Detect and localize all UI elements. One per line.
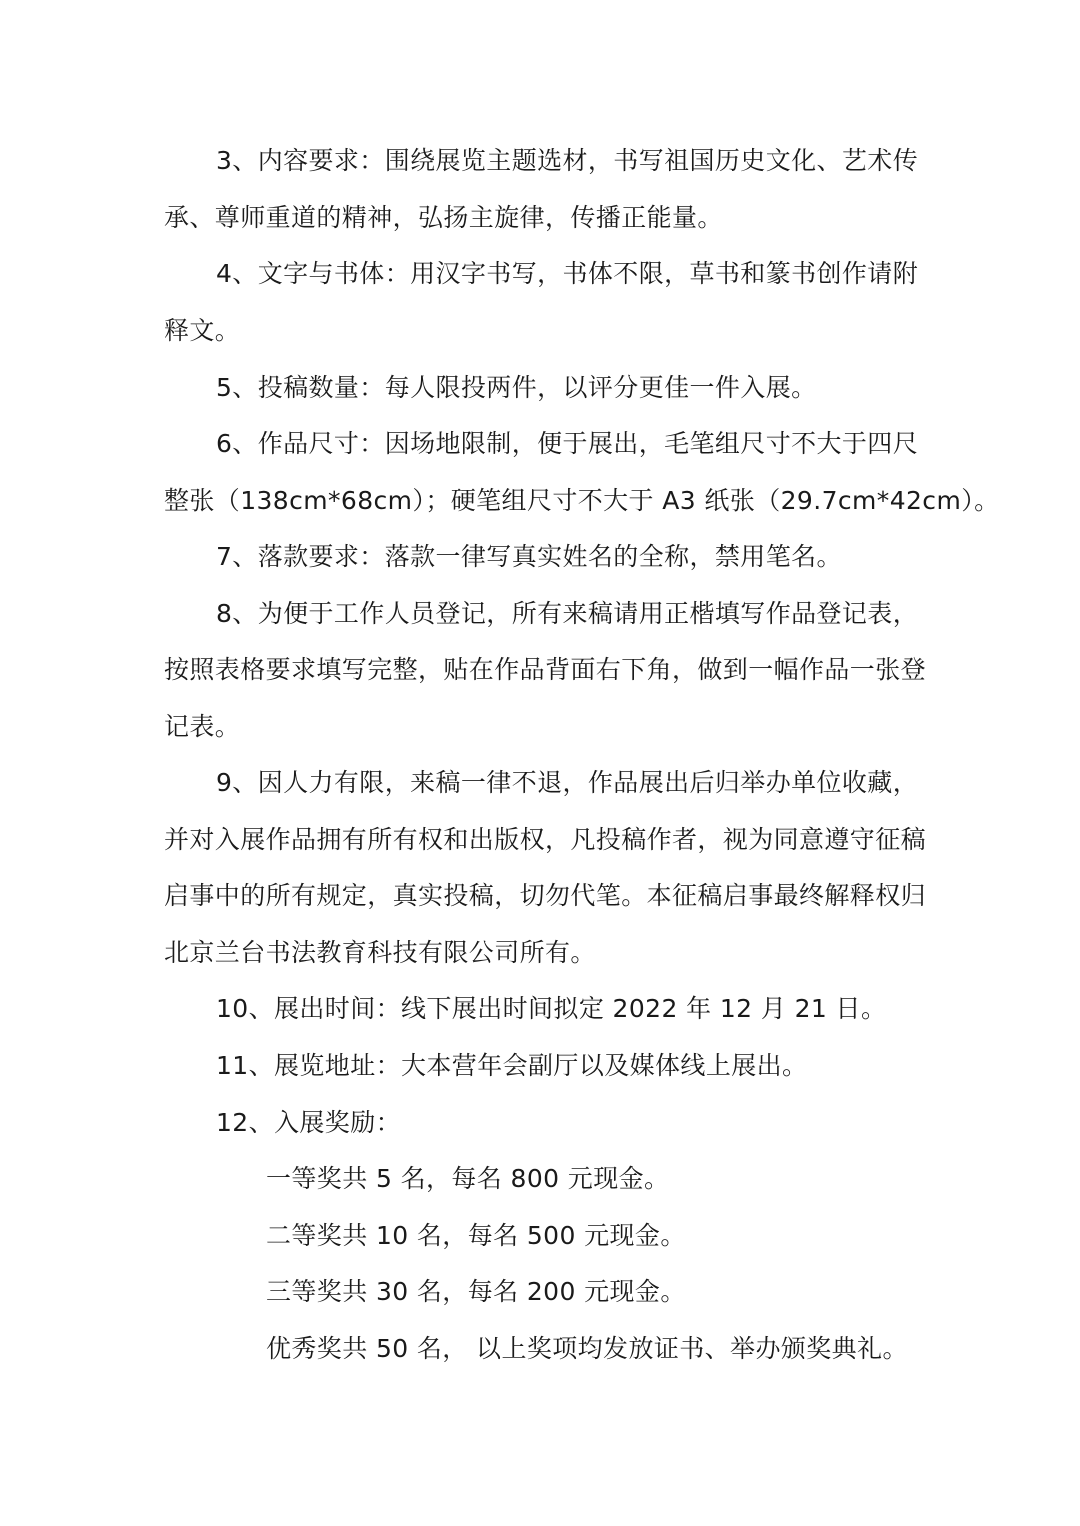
item-8-line-1: 8、为便于工作人员登记，所有来稿请用正楷填写作品登记表， (216, 599, 919, 628)
item-12-heading: 12、入展奖励： (216, 1108, 402, 1137)
item-6-line-2: 整张（138cm*68cm）；硬笔组尺寸不大于 A3 纸张（29.7cm*42cm）。 (164, 486, 1000, 515)
item-3-line-2: 承、尊师重道的精神，弘扬主旋律，传播正能量。 (164, 203, 723, 232)
item-7-line-1: 7、落款要求：落款一律写真实姓名的全称，禁用笔名。 (216, 542, 842, 571)
item-9-line-1: 9、因人力有限，来稿一律不退，作品展出后归举办单位收藏， (216, 768, 919, 797)
item-9-line-3: 启事中的所有规定，真实投稿，切勿代笔。本征稿启事最终解释权归 (164, 881, 927, 910)
item-9-line-2: 并对入展作品拥有所有权和出版权，凡投稿作者，视为同意遵守征稿 (164, 825, 927, 854)
item-4-line-1: 4、文字与书体：用汉字书写，书体不限，草书和篆书创作请附 (216, 259, 919, 288)
award-third-prize: 三等奖共 30 名，每名 200 元现金。 (266, 1277, 686, 1306)
award-excellence-prize: 优秀奖共 50 名， 以上奖项均发放证书、举办颁奖典礼。 (266, 1334, 908, 1363)
item-9-line-4: 北京兰台书法教育科技有限公司所有。 (164, 938, 596, 967)
item-5-line-1: 5、投稿数量：每人限投两件，以评分更佳一件入展。 (216, 373, 817, 402)
item-10-line-1: 10、展出时间：线下展出时间拟定 2022 年 12 月 21 日。 (216, 994, 887, 1023)
item-4-line-2: 释文。 (164, 316, 241, 345)
award-first-prize: 一等奖共 5 名，每名 800 元现金。 (266, 1164, 670, 1193)
item-3-line-1: 3、内容要求：围绕展览主题选材，书写祖国历史文化、艺术传 (216, 146, 919, 175)
item-8-line-2: 按照表格要求填写完整，贴在作品背面右下角，做到一幅作品一张登 (164, 655, 927, 684)
item-11-line-1: 11、展览地址：大本营年会副厅以及媒体线上展出。 (216, 1051, 808, 1080)
award-second-prize: 二等奖共 10 名，每名 500 元现金。 (266, 1221, 686, 1250)
item-6-line-1: 6、作品尺寸：因场地限制，便于展出，毛笔组尺寸不大于四尺 (216, 429, 919, 458)
item-8-line-3: 记表。 (164, 712, 241, 741)
